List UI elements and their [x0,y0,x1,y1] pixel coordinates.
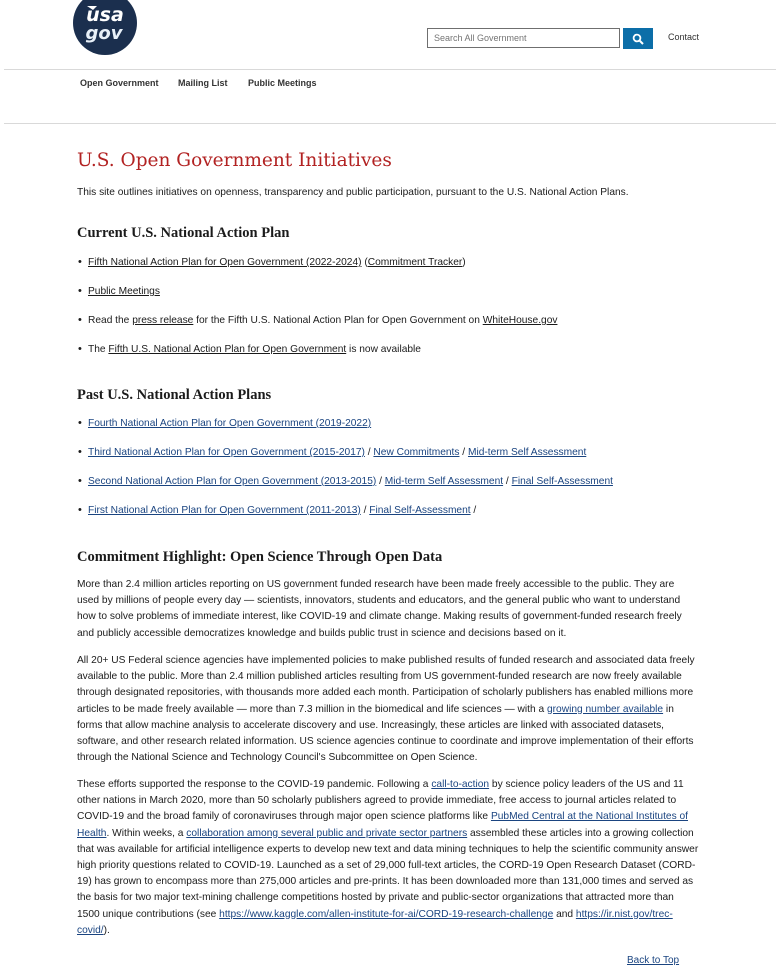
search-icon [632,33,644,45]
highlight-paragraph-2 [77,653,699,766]
main-nav [4,70,776,124]
commitment-tracker-link[interactable]: Commitment Tracker [367,257,463,268]
text: The [88,344,109,355]
list-item [88,286,160,297]
fourth-plan-link[interactable]: Fourth National Action Plan for Open Government (2019-2022) [88,418,372,429]
whitehouse-link[interactable]: WhiteHouse.gov [482,315,558,326]
kaggle-link[interactable]: https://www.kaggle.com/allen-institute-for-ai/CORD-19-research-challenge [219,908,554,920]
second-midterm-link[interactable]: Mid-term Self Assessment [384,476,504,487]
second-plan-link[interactable]: Second National Action Plan for Open Government (2013-2015) [88,476,377,487]
pubmed-central-link[interactable]: PubMed Central at the National Institutes of Health [77,811,689,839]
text: These efforts supported the response to the COVID-19 pandemic. Following a [77,779,432,790]
nav-mailing-list[interactable]: Mailing List [178,78,228,88]
first-plan-link[interactable]: First National Action Plan for Open Government (2011-2013) [88,505,361,516]
highlight-heading: Commitment Highlight: Open Science Through Open Data [77,549,443,565]
contact-link[interactable]: Contact [668,32,700,42]
press-release-link[interactable]: press release [132,315,194,326]
text: by science policy leaders of the US and 11 other nations in March 2020, more than 50 scholarly publishers agreed to provide immediate, free access to journal articles related to COVID-19 and the broad family of coronaviruses through major open science platforms like [77,779,684,823]
call-to-action-link[interactable]: call-to-action [431,779,490,790]
logo-text-usa: usa [86,4,124,26]
page-title: U.S. Open Government Initiatives [77,150,392,171]
current-plan-heading: Current U.S. National Action Plan [77,225,290,241]
collaboration-link[interactable]: collaboration among several public and private sector partners [186,827,468,839]
second-final-link[interactable]: Final Self-Assessment [511,476,613,487]
list-item [88,344,421,355]
third-plan-link[interactable]: Third National Action Plan for Open Government (2015-2017) [88,447,365,458]
text: ). [103,924,110,936]
text: Read the [88,315,133,326]
logo-text-gov: gov [85,23,123,44]
intro-text: This site outlines initiatives on openness, transparency and public participation, pursuant to the U.S. National Action Plans. [77,187,629,198]
search-input[interactable] [427,28,620,48]
list-item: • First National Action Plan for Open Government (2011-2013) / Final Self-Assessment / [88,505,476,516]
text: . Within weeks, a [106,827,187,839]
list-item: • Second National Action Plan for Open Government (2013-2015) / Mid-term Self Assessment / Final Self-Assessment [88,476,613,487]
list-item: • Fifth National Action Plan for Open Government (2022-2024) (Commitment Tracker) [88,257,466,268]
third-midterm-link[interactable]: Mid-term Self Assessment [467,447,587,458]
highlight-paragraph-1: More than 2.4 million articles reporting on US government funded research have been made freely accessible to the public. They are used by millions of people every day — scientists, innovators, students and educators, and the general public who want to understand how to solve problems of immediate interest, like COVID-19 and climate change. Making results of government-funded research freely and publicly accessible democratizes knowledge and builds public trust in science and decisions based on it. [77,579,682,639]
first-final-link[interactable]: Final Self-Assessment [369,505,471,516]
growing-number-link[interactable]: growing number available [547,703,664,715]
usagov-logo-mark [73,0,137,55]
text: in forms that allow machine analysis to accelerate discovery and use. Increasingly, these articles are linked with associated datasets, software, and other research related information. US science agencies continue to coordinate and improve implementation of their efforts through the National Science and Technology Council's Subcommittee on Open Science. [77,703,694,764]
search-button[interactable] [623,28,653,49]
new-commitments-link[interactable]: New Commitments [373,447,460,458]
highlight-paragraph-3 [77,777,699,939]
text: is now available [346,344,421,355]
past-plans-heading: Past U.S. National Action Plans [77,387,272,403]
text: assembled these articles into a growing collection that was available for artificial intelligence experts to develop new text and data mining techniques to help the scientific community answer high priority questions related to COVID-19. Launched as a set of 29,000 full-text articles, the CORD-19 Open Research Dataset (CORD-19) has grown to encompass more than 275,000 articles and pre-prints. It has been downloaded more than 131,000 times and served as the basis for two major text-mining challenge competitions hosted by private and public-sector organizations that attracted more than 1500 unique contributions (see [77,827,699,920]
list-item [88,315,557,326]
list-item [88,418,371,429]
fifth-plan-link[interactable]: Fifth National Action Plan for Open Government (2022-2024) [88,257,362,268]
list-item: • Third National Action Plan for Open Government (2015-2017) / New Commitments / Mid-term Self Assessment [88,447,586,458]
site-header [4,0,776,70]
nav-open-government[interactable]: Open Government [80,78,159,88]
nav-public-meetings[interactable]: Public Meetings [248,78,317,88]
fifth-plan-available-link[interactable]: Fifth U.S. National Action Plan for Open Government [108,344,347,355]
public-meetings-link[interactable]: Public Meetings [88,286,160,297]
usagov-logo[interactable] [73,0,137,55]
text: for the Fifth U.S. National Action Plan for Open Government on [193,315,483,326]
back-to-top-link[interactable]: Back to Top [627,955,680,966]
text: All 20+ US Federal science agencies have implemented policies to make published results of funded research and associated data freely available to the public. More than 2.4 million published articles resulting from US government-funded research are now freely available through designated repositories, with thousands more added each month. Participation of scholarly publishers has enabled millions more articles to be made freely available — more than 7.3 million in the biomedical and life sciences — with a [77,655,695,715]
text: and [553,908,576,920]
trec-covid-link[interactable]: https://ir.nist.gov/trec-covid/ [77,908,673,936]
